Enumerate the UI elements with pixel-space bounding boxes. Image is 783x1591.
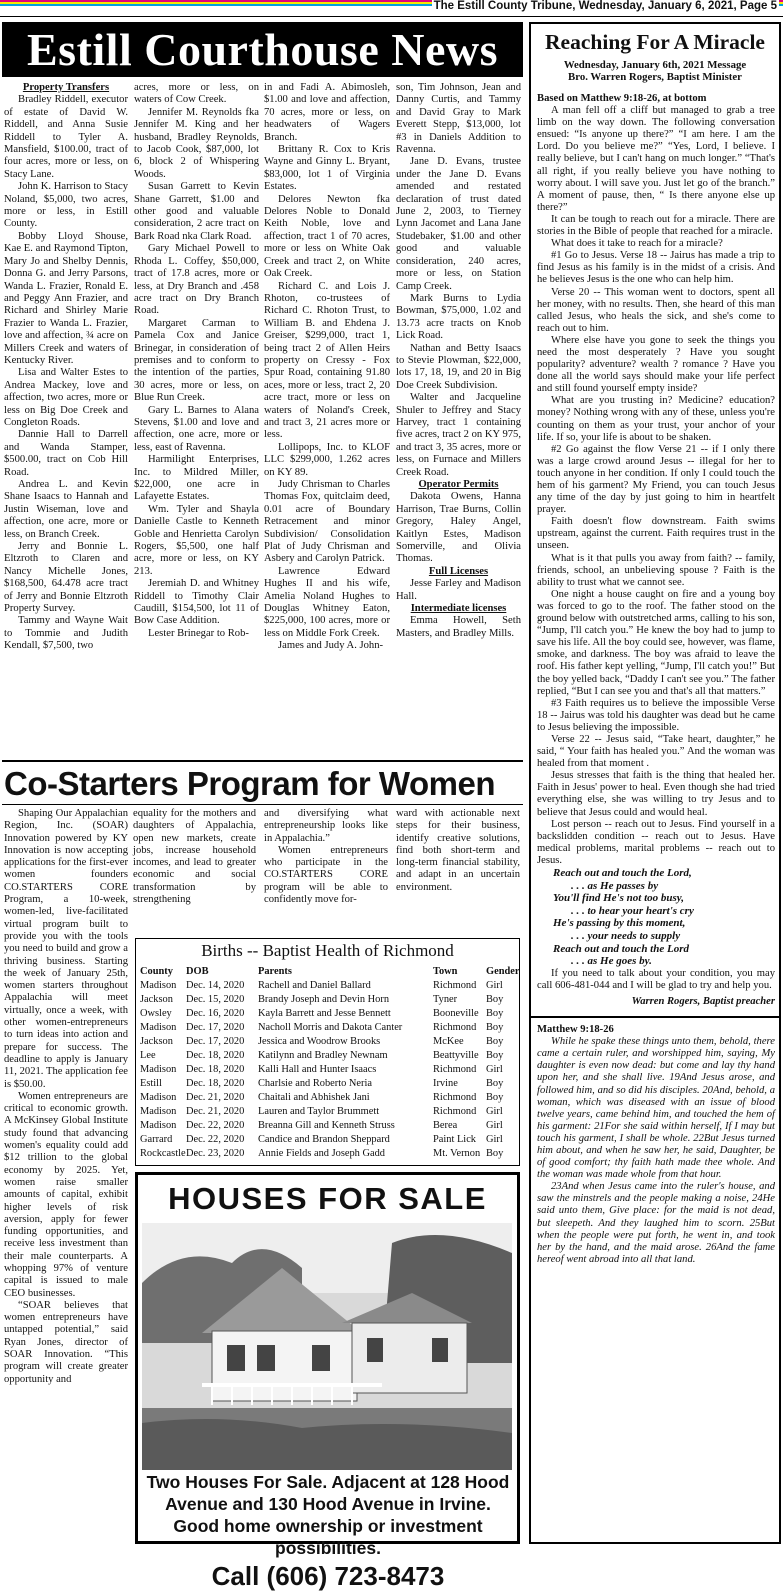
paragraph: Emma Howell, Seth Masters, and Bradley Mills. [396, 615, 521, 639]
paragraph: John K. Harrison to Stacy Noland, $5,000, two acres, more or less, in Estill County. [4, 181, 128, 230]
courthouse-column-3 [264, 82, 390, 653]
births-cell: McKee [433, 1036, 464, 1047]
births-row [140, 1077, 516, 1091]
paragraph: acres, more or less, on waters of Cow Creek. [134, 82, 259, 106]
house-photo [142, 1223, 512, 1470]
paragraph: Jesse Farley and Madison Hall. [396, 578, 521, 602]
paragraph: Gary Michael Powell to Rhoda L. Coffey, $50,000, tract of 17.8 acres, more or less, at Dry Branch and .458 acre tract on Dry Branch Road. [134, 243, 259, 317]
sermon-paragraph: Verse 20 -- This woman went to doctors, spent all her money, with no results. Then, she heard of this man called Jesus, who heals the sick, and she's come to reach out to him. [537, 286, 775, 334]
paragraph: Delores Newton fka Delores Noble to Donald Keith Noble, love and affection, tract 1 of 70 acres, more or less on White Oak Creek and tract 2, on White Oak Creek. [264, 193, 390, 280]
births-cell: Dec. 22, 2020 [186, 1134, 245, 1145]
section-heading: Property Transfers [22, 82, 110, 93]
scripture-text [537, 1036, 775, 1266]
births-cell: Tyner [433, 994, 458, 1005]
births-cell: Lauren and Taylor Brummett [258, 1106, 380, 1117]
paragraph: Wm. Tyler and Shayla Danielle Castle to Kenneth Goble and Henrietta Carolyn Rogers, $5,500, one half acre, more or less, on KY 213. [134, 503, 259, 577]
births-cell: Jackson [140, 994, 173, 1005]
births-row [140, 1007, 516, 1021]
births-row [140, 1091, 516, 1105]
births-cell: Boy [486, 1008, 504, 1019]
births-cell: Katilynn and Bradley Newnam [258, 1050, 388, 1061]
ad-title: HOUSES FOR SALE [168, 1181, 487, 1216]
paragraph: Dakota Owens, Hanna Harrison, Trae Burns, Collin Gregory, Haley Angel, Kaitlyn Estes, Madison Somerville, and Olivia Thomas. [396, 491, 521, 565]
births-row [140, 1049, 516, 1063]
section-heading: Intermediate licenses [410, 603, 507, 615]
paragraph: Richard C. and Lois J. Rhoton, co-trustees of Richard C. Rhoton Trust, to William B. and Ehdena J. Greiser, $299,000, tract 1, being tract 2 of Allen Heirs property on Cressy - Fox Spur Road, containing 91.80 aces, more or less, tract 2, 20 acre tract, more or less on waters of Noland's Creek, and tract 3, 21 acres more or less. [264, 280, 390, 441]
births-cell: Rachell and Daniel Ballard [258, 980, 371, 991]
births-cell: Jessica and Woodrow Brooks [258, 1036, 381, 1047]
courthouse-masthead: Estill Courthouse News [2, 22, 523, 77]
paragraph: Lisa and Walter Estes to Andrea Mackey, love and affection, two acres, more or less on Big Doe Creek and Congleton Roads. [4, 367, 128, 428]
births-row [140, 1063, 516, 1077]
births-cell: Annie Fields and Joseph Gadd [258, 1148, 385, 1159]
sermon-paragraph: Faith doesn't flow downstream. Faith swims upstream, against the current. Faith requires trust in the unseen. [537, 516, 775, 552]
miracle-paragraphs [537, 105, 775, 867]
poem-line: Reach out and touch the Lord [553, 942, 689, 955]
scripture-reference: Matthew 9:18-26 [537, 1024, 614, 1036]
courthouse-columns [4, 82, 521, 757]
costarters-headline: Co-Starters Program for Women [4, 765, 495, 802]
births-cell: Boy [486, 1036, 504, 1047]
births-cell: Parents [258, 966, 292, 977]
paragraph: Judy Chrisman to Charles Thomas Fox, quitclaim deed, 0.01 acre of Boundary Retracement and minor Subdivision/ Consolidation Plat of Judy Chrisman and Asbery and Carolyn Patrick. [264, 479, 390, 565]
births-cell: Boy [486, 1078, 504, 1089]
sermon-paragraph: #2 Go against the flow Verse 21 -- if I only there was a large crowd around Jesus -- illegal for her to touch anyone in her condition. If only I could touch the hem of his garment? My Friend, you can touch Jesus any time of the day by just going to him in heartfelt prayer. [537, 443, 775, 516]
births-cell: Charlsie and Roberto Neria [258, 1078, 372, 1089]
sermon-paragraph: Where else have you gone to seek the things you need the most desperately ? Have you sought popularity? adventure? wealth ? romance ? Have you done all the world says should make your life perfect and still found yourself empty inside? [537, 334, 775, 395]
paragraph: Lawrence Edward Hughes II and his wife, Amelia Noland Hughes to Douglas Whitney Eaton, $225,000, 100 acres, more or less on Middle Fork Creek. [264, 565, 390, 639]
paragraph: Bobby Lloyd Shouse, Kae E. and Raymond Tipton, Mary Jo and Shelby Dennis, Donna G. and Jerry Parsons, Wanda L. Frazier, Ronald E. and Peggy Ann Frazier, and Richard and Shirley Marie Frazier to Wanda L. Frazier, love and affection, ¾ acre on Millers Creek and waters of Kentucky River. [4, 230, 128, 366]
miracle-basis: Based on Matthew 9:18-26, at bottom [537, 93, 707, 104]
births-row [140, 1147, 516, 1161]
sermon-paragraph: #3 Faith requires us to believe the impossible Verse 18 -- Jairus was told his daughter was dead but he came to Jesus believing the impossible. [537, 697, 775, 733]
births-cell: Irvine [433, 1078, 458, 1089]
miracle-column [529, 22, 781, 1544]
miracle-signature: Warren Rogers, Baptist preacher [631, 995, 775, 1007]
miracle-title: Reaching For A Miracle [545, 30, 765, 54]
costarters-column-1 [4, 808, 128, 1386]
section-divider [2, 760, 523, 762]
courthouse-column-2 [134, 82, 259, 640]
paragraph: equality for the mothers and daughters of Appalachia, open new markets, create jobs, increase household incomes, and lead to greater economic and social transformation by strengthening [133, 808, 256, 906]
paragraph: Gary L. Barnes to Alana Stevens, $1.00 and love and affection, one acre, more or less, east of Ravenna. [134, 404, 259, 453]
births-cell: Dec. 17, 2020 [186, 1022, 245, 1033]
births-cell: Madison [140, 980, 177, 991]
sermon-paragraph: What are you trusting in? Medicine? education? money? Nothing wrong with any of these, unless you're counting on them as your trust, your anchor of your life. If so, your life is about to be shaken. [537, 395, 775, 443]
births-cell: DOB [186, 966, 209, 977]
births-cell: Richmond [433, 1064, 477, 1075]
births-cell: Girl [486, 1134, 503, 1145]
paragraph: in and Fadi A. Abimosleh, $1.00 and love and affection, 70 acres, more or less, on headwaters of Wagers Branch. [264, 82, 390, 143]
births-cell: Girl [486, 1106, 503, 1117]
scripture-divider [531, 1016, 781, 1018]
miracle-author: Bro. Warren Rogers, Baptist Minister [568, 71, 742, 84]
births-cell: Chaitali and Abhishek Jani [258, 1092, 370, 1103]
poem-line: He's passing by this moment, [553, 917, 686, 930]
paragraph: Dannie Hall to Darrell and Wanda Stamper, $500.00, tract on Cob Hill Road. [4, 429, 128, 478]
births-cell: Richmond [433, 980, 477, 991]
sermon-paragraph: It can be tough to reach out for a miracle. There are stories in the Bible of people that reached for a miracle. [537, 213, 775, 238]
births-cell: Richmond [433, 1106, 477, 1117]
births-cell: Dec. 22, 2020 [186, 1120, 245, 1131]
births-row [140, 1021, 516, 1035]
births-row [140, 1035, 516, 1049]
paragraph: Margaret Carman to Pamela Cox and Janice Brinegar, in consideration of premises and to conform to the intention of the parties, 30 acres, more or less, on Blue Run Creek. [134, 317, 259, 404]
paragraph: ward with actionable next steps for their business, identify creative solutions, find both short-term and long-term financial stability, and adapt in an uncertain environment. [396, 808, 520, 893]
births-cell: Jackson [140, 1036, 173, 1047]
houses-for-sale-ad [135, 1172, 520, 1591]
births-cell: Breanna Gill and Kenneth Struss [258, 1120, 395, 1131]
births-row [140, 993, 516, 1007]
sermon-paragraph: Verse 22 -- Jesus said, “Take heart, daughter,” he said, “ Your faith has healed you.” And the woman was healed from that moment . [537, 733, 775, 770]
births-cell: Kayla Barrett and Jesse Bennett [258, 1008, 391, 1019]
births-cell: Estill [140, 1078, 162, 1089]
births-cell: Berea [433, 1120, 458, 1131]
births-cell: Dec. 21, 2020 [186, 1092, 245, 1103]
paragraph: Harmilight Enterprises, Inc. to Mildred Miller, $22,000, one acre in Lafayette Estates. [134, 454, 259, 503]
births-box [135, 938, 520, 1166]
running-header: The Estill County Tribune, Wednesday, January 6, 2021, Page 5 [433, 0, 777, 12]
section-heading: Operator Permits [418, 479, 499, 490]
births-cell: Dec. 18, 2020 [186, 1078, 245, 1089]
births-cell: Garrard [140, 1134, 173, 1145]
poem-line: Reach out and touch the Lord, [553, 867, 692, 879]
ad-description: Two Houses For Sale. Adjacent at 128 Hood Avenue and 130 Hood Avenue in Irvine. Good home ownership or investment possibilities. [146, 1472, 510, 1558]
births-cell: Beattyville [433, 1050, 479, 1061]
sermon-paragraph: What does it take to reach for a miracle? [551, 238, 723, 250]
costarters-column-4 [396, 808, 520, 894]
births-cell: Mt. Vernon [433, 1148, 481, 1159]
paragraph: Brittany R. Cox to Kris Wayne and Ginny L. Bryant, $83,000, lot 1 of Virginia Estates. [264, 144, 390, 193]
paragraph: Women entrepreneurs are critical to economic growth. A McKinsey Global Institute study found that advancing women's equality could add $12 trillion to the global economy by 2025. Yet, women raise smaller amounts of capital, exhibit higher levels of risk aversion, apply for fewer funding opportunities, and receive less investment than their male counterparts. A whopping 97% of venture capital is issued to male CEO businesses. [4, 1090, 128, 1299]
births-cell: Dec. 16, 2020 [186, 1008, 245, 1019]
births-cell: Boy [486, 1092, 504, 1103]
sermon-paragraph: A man fell off a cliff but managed to grab a tree limb on the way down. The following conversation ensued: “Is anyone up there?” “I am here. I am the Lord. Do you believe me?” “Yes, Lord, I believe. I really believe, but I can't hang on much longer.” “That's all right, if you really believe you have nothing to worry about. I will save you. Just let go of the branch.” A moment of pause, then, “ Is there anyone else up there?” [537, 105, 775, 213]
births-table [140, 965, 520, 1161]
sermon-paragraph: One night a house caught on fire and a young boy was forced to go to the roof. The father stood on the ground below with outstretched arms, calling to his son, “Jump, I'll catch you.” He knew the boy had to jump to save his life. All the boy could see, however, was flame, smoke, and darkness. The boy was afraid to leave the roof. His father kept yelling, “Jump, I'll catch you!” But the boy yelled back, “Daddy I can't see you.” The father replied, “But I can see you and that's all that matters.” [537, 588, 775, 697]
paragraph: Lollipops, Inc. to KLOF LLC $299,000, 1.262 acres on KY 89. [264, 441, 390, 478]
births-cell: Boy [486, 1148, 504, 1159]
poem-line: . . . to hear your heart's cry [571, 904, 694, 917]
births-cell: Lee [140, 1050, 156, 1061]
ad-phone: Call (606) 723-8473 [211, 1561, 445, 1591]
paragraph: James and Judy A. John- [278, 640, 384, 652]
births-header-row [140, 965, 520, 979]
sermon-paragraph: What is it that pulls you away from faith? -- family, friends, school, an unbelieving spouse ? Faith is the ability to trust what we cannot see. [537, 552, 775, 588]
births-row [140, 1133, 516, 1147]
births-cell: Madison [140, 1120, 177, 1131]
births-cell: Richmond [433, 1022, 477, 1033]
births-cell: Dec. 18, 2020 [186, 1064, 245, 1075]
costarters-column-2 [133, 808, 256, 906]
paragraph: “SOAR believes that women entrepreneurs have untapped potential,” said Ryan Jones, director of SOAR Innovation. “This program will create greater opportunity and [4, 1299, 128, 1385]
births-cell: Boy [486, 1022, 504, 1033]
births-cell: Dec. 23, 2020 [186, 1148, 245, 1159]
courthouse-column-4 [396, 82, 521, 640]
paragraph: Jane D. Evans, trustee under the Jane D. Evans amended and restated declaration of trust dated June 2, 2003, to Tierney Lynn Jacomet and Lana Jane Studebaker, $1.00 and other good and valuable consideration, 240 acres, more or less, on Station Camp Creek. [396, 156, 521, 292]
section-heading: Full Licenses [428, 565, 489, 577]
paragraph: Tammy and Wayne Wait to Tommie and Judith Kendall, $7,500, two [4, 615, 128, 652]
births-cell: Kalli Hall and Hunter Isaacs [258, 1064, 377, 1075]
paragraph: Walter and Jacqueline Shuler to Jeffrey and Stacy Harvey, tract 1 containing five acres, tract 2 on KY 975, and tract 3, 35 acres, more or less, on Furnace and Millers Creek Road. [396, 392, 521, 478]
ad-text-block [140, 1471, 516, 1591]
header-rule [0, 16, 783, 17]
births-cell: Rockcastle [140, 1148, 186, 1159]
scripture-paragraph: While he spake these things unto them, behold, there came a certain ruler, and worshipped him, saying, My daughter is even now dead: but come and lay thy hand upon her, and she shall live. 19And Jesus arose, and followed him, and so did his disciples. 20And, behold, a woman, which was diseased with an issue of blood twelve years, came behind him, and touched the hem of his garment: 21For she said within herself, If I may but touch his garment, I shall be whole. 22But Jesus turned him about, and when he saw her, he said, Daughter, be of good comfort; thy faith hath made thee whole. And the woman was made whole from that hour. [537, 1036, 775, 1181]
paragraph: and diversifying what entrepreneurship looks like in Appalachia.” [264, 808, 388, 844]
miracle-subtitle [531, 59, 779, 84]
paragraph: Lester Brinegar to Rob- [148, 627, 249, 639]
courthouse-column-1 [4, 82, 128, 653]
paragraph: Jennifer M. Reynolds fka Jennifer M. King and her husband, Bradley Reynolds, to Jacob Cook, $87,000, lot 6, block 2 of Whispering Woods. [134, 106, 259, 180]
births-cell: Madison [140, 1092, 177, 1103]
births-cell: Boy [486, 1050, 504, 1061]
miracle-poem [537, 867, 775, 968]
births-row [140, 1119, 516, 1133]
births-cell: Dec. 18, 2020 [186, 1050, 245, 1061]
paragraph: Shaping Our Appalachian Region, Inc. (SOAR) Innovation powered by KY Innovation is now accepting applications for the first-ever women founders CO.STARTERS CORE Program, a 10-week, women-led, live-facilitated virtual program built to provide you with the tools you need to build and grow a thriving business. Starting the week of January 25th, women starters throughout Appalachia will meet virtually, once a week, with other women-entrepreneurs to turn ideas into action and prepare for success. The deadline to apply is January 11, 2021. The application fee is $50.00. [4, 808, 128, 1090]
paragraph: Women entrepreneurs who participate in the CO.STARTERS CORE program will be able to confidently move for- [264, 844, 388, 906]
births-cell: Town [433, 966, 458, 977]
births-row [140, 1105, 516, 1119]
births-cell: Booneville [433, 1008, 479, 1019]
headline-underline [2, 804, 523, 805]
miracle-body [537, 93, 775, 1266]
births-cell: Boy [486, 994, 504, 1005]
births-cell: Nacholl Morris and Dakota Canter [258, 1022, 403, 1033]
paragraph: Jeremiah D. and Whitney Riddell to Timothy Clair Caudill, $154,500, lot 11 of Bow Case Addition. [134, 578, 259, 627]
births-cell: Girl [486, 1120, 503, 1131]
births-cell: County [140, 966, 173, 977]
births-cell: Madison [140, 1106, 177, 1117]
births-cell: Madison [140, 1064, 177, 1075]
sermon-paragraph: Jesus stresses that faith is the thing that healed her. Faith in Jesus' power to heal. Even though she had tried everything else, she was willing to try Jesus and to believe that Jesus could and would heal. [537, 770, 775, 818]
births-cell: Dec. 14, 2020 [186, 980, 245, 991]
paragraph: Susan Garrett to Kevin Shane Garrett, $1.00 and other good and valuable consideration, 2 acre tract on Bark Road nka Clark Road. [134, 181, 259, 242]
sermon-paragraph: Lost person -- reach out to Jesus. Find yourself in a backslidden condition -- reach out to Jesus. Have medical problems, marital problems -- reach out to Jesus. [537, 818, 775, 866]
births-cell: Madison [140, 1022, 177, 1033]
paragraph: Bradley Riddell, executor of estate of David W. Riddell, and Anna Susie Riddell to Tyler A. Mansfield, $100.00, tract of four acres, more or less, on Stacy Lane. [4, 94, 128, 180]
births-cell: Girl [486, 1064, 503, 1075]
sermon-paragraph: #1 Go to Jesus. Verse 18 -- Jairus has made a trip to find Jesus as his family is in the midst of a crisis. And he believes Jesus is the one who can help him. [537, 250, 775, 286]
births-cell: Dec. 15, 2020 [186, 994, 245, 1005]
births-row [140, 979, 516, 993]
births-cell: Owsley [140, 1008, 172, 1019]
costarters-column-3 [264, 808, 388, 906]
paragraph: Jerry and Bonnie L. Eltzroth to Claren and Nancy Michelle Jones, $168,500, 64.478 acre tract of Jerry and Bonnie Eltzroth Property Survey. [4, 541, 128, 615]
poem-line: . . . your needs to supply [571, 929, 681, 942]
births-cell: Gender [486, 966, 520, 977]
poem-line: You'll find He's not too busy, [553, 892, 685, 905]
poem-line: . . . as He goes by. [571, 955, 652, 968]
births-cell: Dec. 21, 2020 [186, 1106, 245, 1117]
births-cell: Richmond [433, 1092, 477, 1103]
births-cell: Girl [486, 980, 503, 991]
paragraph: Nathan and Betty Isaacs to Stevie Plowman, $22,000, lots 17, 18, 19, and 20 in Big Doe Creek Subdivision. [396, 342, 521, 391]
poem-line: . . . as He passes by [571, 879, 659, 892]
births-cell: Brandy Joseph and Devin Horn [258, 994, 390, 1005]
paragraph: Andrea L. and Kevin Shane Isaacs to Hannah and Justin Wiseman, love and affection, one acre, more or less, on Branch Creek. [4, 479, 128, 540]
births-title: Births -- Baptist Health of Richmond [201, 941, 454, 960]
paragraph: son, Tim Johnson, Jean and Danny Curtis, and Tammy and David Gray to Mark Everett Stepp, $13,000, lot #3 in Daniels Addition to Ravenna. [396, 82, 521, 156]
miracle-date: Wednesday, January 6th, 2021 Message [563, 59, 747, 71]
births-cell: Candice and Brandon Sheppard [258, 1134, 390, 1145]
births-cell: Dec. 17, 2020 [186, 1036, 245, 1047]
miracle-closing: If you need to talk about your condition, you may call 606-481-044 and I will be glad to try and help you. [537, 967, 775, 991]
paragraph: Mark Burns to Lydia Bowman, $75,000, 1.02 and 13.73 acre tracts on Knob Lick Road. [396, 292, 521, 342]
scripture-paragraph: 23And when Jesus came into the ruler's house, and saw the minstrels and the people making a noise, 24He said unto them, Give place: for the maid is not dead, but sleepeth. And they laughed him to scorn. 25But when the people were put forth, he went in, and took her by the hand, and the maid arose. 26And the fame hereof went abroad into all that land. [537, 1181, 775, 1265]
births-cell: Paint Lick [433, 1134, 476, 1145]
